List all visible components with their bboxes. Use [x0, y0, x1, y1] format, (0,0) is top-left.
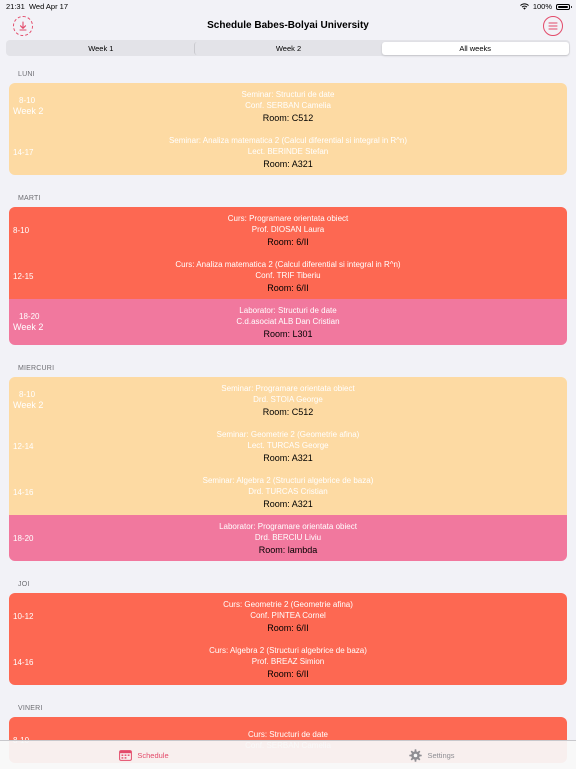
class-teacher: Conf. PINTEA Cornel — [250, 610, 326, 620]
class-room: Room: L301 — [263, 328, 313, 339]
segment-week-1[interactable]: Week 1 — [88, 43, 114, 53]
class-title: Curs: Geometrie 2 (Geometrie afina) — [223, 599, 353, 609]
class-time: 10-12 — [13, 611, 34, 621]
class-room: Room: 6/II — [267, 282, 309, 293]
class-teacher: Drd. STOIA George — [253, 394, 323, 404]
class-teacher: Lect. BERINDE Stefan — [247, 146, 329, 156]
class-title: Seminar: Analiza matematica 2 (Calcul diferential si integral in R^n) — [168, 135, 408, 145]
class-week: Week 2 — [13, 400, 44, 410]
class-teacher: Lect. TURCAS George — [247, 440, 329, 450]
page-title: Schedule Babes-Bolyai University — [207, 20, 369, 31]
day-header-joi: JOI — [18, 581, 30, 588]
class-row[interactable] — [9, 129, 567, 175]
class-title: Curs: Algebra 2 (Structuri algebrice de baza) — [209, 645, 367, 655]
day-card-miercuri — [9, 377, 567, 561]
class-row[interactable] — [9, 469, 567, 515]
day-card-joi — [9, 593, 567, 685]
class-row[interactable] — [9, 377, 567, 423]
gear-icon — [409, 749, 422, 762]
class-room: Room: C512 — [262, 406, 314, 417]
class-title: Laborator: Structuri de date — [239, 305, 337, 315]
tab-schedule-label: Schedule — [137, 750, 169, 760]
class-time: 8-10 — [13, 225, 30, 235]
class-row[interactable] — [9, 299, 567, 345]
class-time: 14-16 — [13, 487, 34, 497]
status-date: Wed Apr 17 — [28, 2, 69, 11]
class-title: Seminar: Algebra 2 (Structuri algebrice de baza) — [202, 475, 374, 485]
class-row[interactable] — [9, 639, 567, 685]
class-time: 8-10 — [19, 390, 36, 399]
status-time: 21:31 Wed Apr 17 — [6, 2, 69, 11]
class-room: Room: lambda — [258, 544, 318, 555]
day-header-miercuri: MIERCURI — [18, 365, 55, 372]
class-room: Room: C512 — [262, 112, 314, 123]
class-teacher: Conf. TRIF Tiberiu — [255, 270, 321, 280]
class-room: Room: A321 — [263, 158, 313, 169]
week-segmented-control — [6, 40, 570, 56]
class-teacher: C.d.asociat ALB Dan Cristian — [236, 316, 340, 326]
class-room: Room: 6/II — [267, 622, 309, 633]
tab-settings-label: Settings — [427, 750, 455, 760]
battery-percent: 100% — [532, 2, 552, 11]
class-time: 12-14 — [13, 441, 34, 451]
class-time: 8-10 — [19, 96, 36, 105]
class-title: Curs: Programare orientata obiect — [227, 213, 349, 223]
class-row[interactable] — [9, 253, 567, 299]
nav-header — [0, 12, 576, 40]
class-time: 14-17 — [13, 147, 34, 157]
calendar-icon — [119, 749, 132, 761]
class-title: Seminar: Geometrie 2 (Geometrie afina) — [216, 429, 360, 439]
class-time: 14-16 — [13, 657, 34, 667]
day-header-vineri: VINERI — [18, 705, 43, 712]
class-teacher: Drd. BERCIU Liviu — [254, 532, 322, 542]
status-right — [520, 2, 570, 11]
menu-button[interactable] — [543, 16, 563, 36]
class-time: 12-15 — [13, 271, 34, 281]
class-title: Seminar: Structuri de date — [241, 89, 335, 99]
class-room: Room: 6/II — [267, 668, 309, 679]
day-card-luni — [9, 83, 567, 175]
day-card-marti — [9, 207, 567, 345]
class-room: Room: A321 — [263, 452, 313, 463]
class-row[interactable] — [9, 207, 567, 253]
battery-icon — [556, 4, 570, 10]
class-row[interactable] — [9, 83, 567, 129]
class-teacher: Prof. DIOSAN Laura — [251, 224, 325, 234]
status-bar — [0, 0, 576, 12]
class-time: 18-20 — [19, 312, 40, 321]
class-room: Room: A321 — [263, 498, 313, 509]
day-header-luni: LUNI — [18, 71, 35, 78]
class-title: Seminar: Programare orientata obiect — [221, 383, 355, 393]
tab-settings[interactable] — [288, 741, 576, 769]
tab-schedule[interactable] — [0, 741, 288, 769]
tab-bar — [0, 740, 576, 769]
wifi-icon — [520, 3, 529, 10]
segment-week-2[interactable]: Week 2 — [194, 42, 382, 55]
class-week: Week 2 — [13, 106, 44, 116]
class-row[interactable] — [9, 423, 567, 469]
class-teacher: Conf. SERBAN Camelia — [245, 100, 331, 110]
class-teacher: Drd. TURCAS Cristian — [248, 486, 328, 496]
day-header-marti: MARTI — [18, 195, 41, 202]
class-row[interactable] — [9, 515, 567, 561]
segment-all-weeks[interactable]: All weeks — [382, 42, 569, 55]
class-title: Laborator: Programare orientata obiect — [219, 521, 357, 531]
class-row[interactable] — [9, 593, 567, 639]
class-time: 18-20 — [13, 533, 34, 543]
class-title: Curs: Analiza matematica 2 (Calcul diferential si integral in R^n) — [175, 259, 401, 269]
class-title: Curs: Structuri de date — [247, 729, 329, 739]
menu-icon — [548, 22, 558, 30]
class-teacher: Prof. BREAZ Simion — [251, 656, 325, 666]
class-room: Room: 6/II — [267, 236, 309, 247]
class-week: Week 2 — [13, 322, 44, 332]
